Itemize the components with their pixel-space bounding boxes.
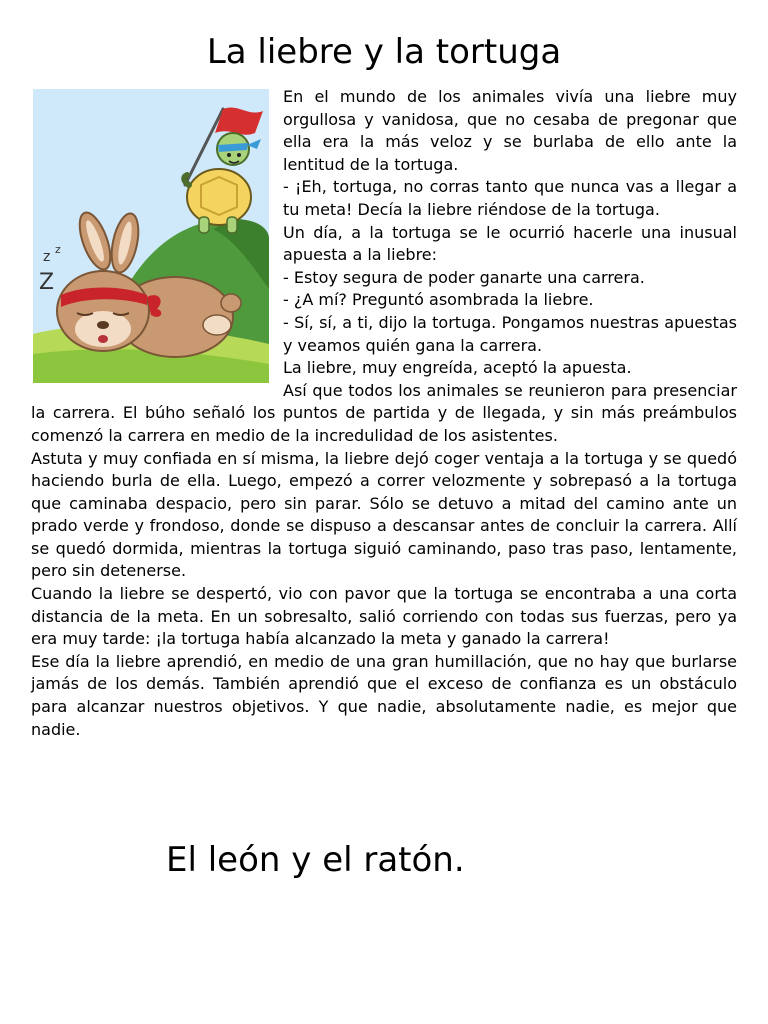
paragraph: Un día, a la tortuga se le ocurrió hacerle una inusual apuesta a la liebre: [283,222,737,265]
paragraph: - Estoy segura de poder ganarte una carrera. [283,267,645,287]
paragraph: - Sí, sí, a ti, dijo la tortuga. Pongamos nuestras apuestas y veamos quién gana la carrera. [283,312,737,355]
story-illustration [33,89,269,383]
next-story-title: El león y el ratón. [166,840,465,880]
sleep-letter: z [55,243,61,256]
paragraph: - ¿A mí? Preguntó asombrada la liebre. [283,290,594,310]
paragraph: Cuando la liebre se despertó, vio con pavor que la tortuga se encontraba a una corta distancia de la meta. En un sobresalto, salió corriendo con todas sus fuerzas, pero ya era muy tarde: ¡la tortuga había alcanzado la meta y ganado la carrera! [31,584,737,649]
paragraph: En el mundo de los animales vivía una liebre muy orgullosa y vanidosa, que no cesaba de pregonar que ella era la más veloz y se burlaba de ello ante la lentitud de la tortuga. [283,87,737,174]
paragraph: La liebre, muy engreída, aceptó la apuesta. [283,358,632,378]
page-title: La liebre y la tortuga [206,32,562,72]
paragraph: - ¡Eh, tortuga, no corras tanto que nunca vas a llegar a tu meta! Decía la liebre riéndose de la tortuga. [283,177,737,219]
paragraph: Astuta y muy confiada en sí misma, la liebre dejó coger ventaja a la tortuga y se quedó haciendo burla de ella. Luego, empezó a correr velozmente y sobrepasó a la tortuga que caminaba despacio, pero sin parar. Sólo se detuvo a mitad del camino ante un prado verde y frondoso, donde se dispuso a descansar antes de concluir la carrera. Allí se quedó dormida, mientras la tortuga siguió caminando, paso tras paso, lentamente, pero sin detenerse. [31,448,737,581]
paragraph: Ese día la liebre aprendió, en medio de una gran humillación, que no hay que burlarse jamás de los demás. También aprendió que el exceso de confianza es un obstáculo para alcanzar nuestros objetivos. Y que nadie, absolutamente nadie, es mejor que nadie. [31,651,737,739]
paragraph: Así que todos los animales se reunieron para presenciar la carrera. El búho señaló los puntos de partida y de llegada, y sin más preámbulos comenzó la carrera en medio de la incredulidad de los asistentes. [31,380,737,445]
hare-and-turtle-drawing [33,89,269,383]
story-text [31,86,737,741]
sleep-letter: Z [39,270,55,295]
sleep-letter: z [43,249,51,265]
